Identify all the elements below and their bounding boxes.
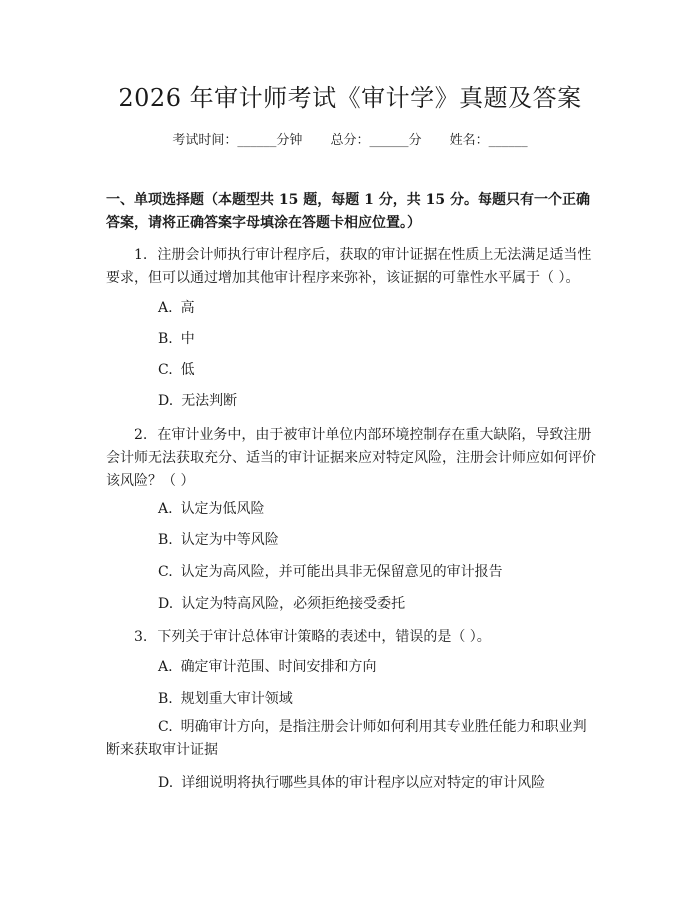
option-text: 认定为低风险 <box>180 501 265 517</box>
question-1-option-b <box>158 329 598 349</box>
page-title: 2026 年审计师考试《审计学》真题及答案 <box>118 84 582 112</box>
exam-name: 姓名：______ <box>449 133 528 148</box>
exam-total-score: 总分：______分 <box>330 133 422 148</box>
question-3-option-d <box>158 773 598 793</box>
option-text: 无法判断 <box>181 393 238 409</box>
question-2 <box>106 424 596 493</box>
option-text: 规划重大审计领域 <box>180 691 293 707</box>
question-number: 2. <box>134 427 148 443</box>
option-text: 详细说明将执行哪些具体的审计程序以应对特定的审计风险 <box>181 775 546 791</box>
option-letter: C. <box>158 719 173 735</box>
question-text: 下列关于审计总体审计策略的表述中，错误的是（ ）。 <box>157 629 491 645</box>
question-3 <box>106 626 596 649</box>
question-3-option-a <box>158 657 598 677</box>
exam-time: 考试时间：______分钟 <box>172 133 303 148</box>
option-text: 认定为特高风险，必须拒绝接受委托 <box>181 596 406 612</box>
question-2-option-b <box>158 530 598 550</box>
option-letter: B. <box>158 691 173 707</box>
option-letter: D. <box>158 393 174 409</box>
option-text: 确定审计范围、时间安排和方向 <box>180 659 377 675</box>
option-text: 高 <box>180 300 195 316</box>
question-2-option-a <box>158 499 598 519</box>
question-3-option-b <box>158 689 598 709</box>
option-letter: D. <box>158 775 174 791</box>
option-letter: A. <box>158 659 173 675</box>
option-letter: D. <box>158 596 174 612</box>
option-letter: A. <box>158 300 173 316</box>
question-2-option-d <box>158 594 598 614</box>
option-letter: C. <box>158 564 173 580</box>
option-letter: A. <box>158 501 173 517</box>
option-letter: B. <box>158 532 173 548</box>
question-number: 3. <box>134 629 148 645</box>
option-letter: B. <box>158 331 173 347</box>
question-1-option-a <box>158 298 598 318</box>
question-text: 注册会计师执行审计程序后，获取的审计证据在性质上无法满足适当性要求，但可以通过增加其他审计程序来弥补，该证据的可靠性水平属于（ ）。 <box>106 247 592 286</box>
question-3-option-c <box>106 716 596 762</box>
question-2-option-c <box>158 562 598 582</box>
option-text: 认定为高风险，并可能出具非无保留意见的审计报告 <box>180 564 503 580</box>
option-text: 认定为中等风险 <box>180 532 279 548</box>
option-text: 中 <box>180 331 195 347</box>
option-letter: C. <box>158 362 173 378</box>
question-1 <box>106 244 596 290</box>
option-text: 低 <box>180 362 195 378</box>
question-1-option-c <box>158 360 598 380</box>
question-1-option-d <box>158 391 598 411</box>
exam-meta <box>0 131 700 151</box>
question-number: 1. <box>134 247 148 263</box>
option-text: 明确审计方向，是指注册会计师如何利用其专业胜任能力和职业判断来获取审计证据 <box>106 719 587 758</box>
section-heading: 一、单项选择题（本题型共 15 题，每题 1 分，共 15 分。每题只有一个正确答案，请将正确答案字母填涂在答题卡相应位置。） <box>106 192 590 231</box>
question-text: 在审计业务中，由于被审计单位内部环境控制存在重大缺陷，导致注册会计师无法获取充分、适当的审计证据来应对特定风险，注册会计师应如何评价该风险？（ ） <box>106 427 596 489</box>
